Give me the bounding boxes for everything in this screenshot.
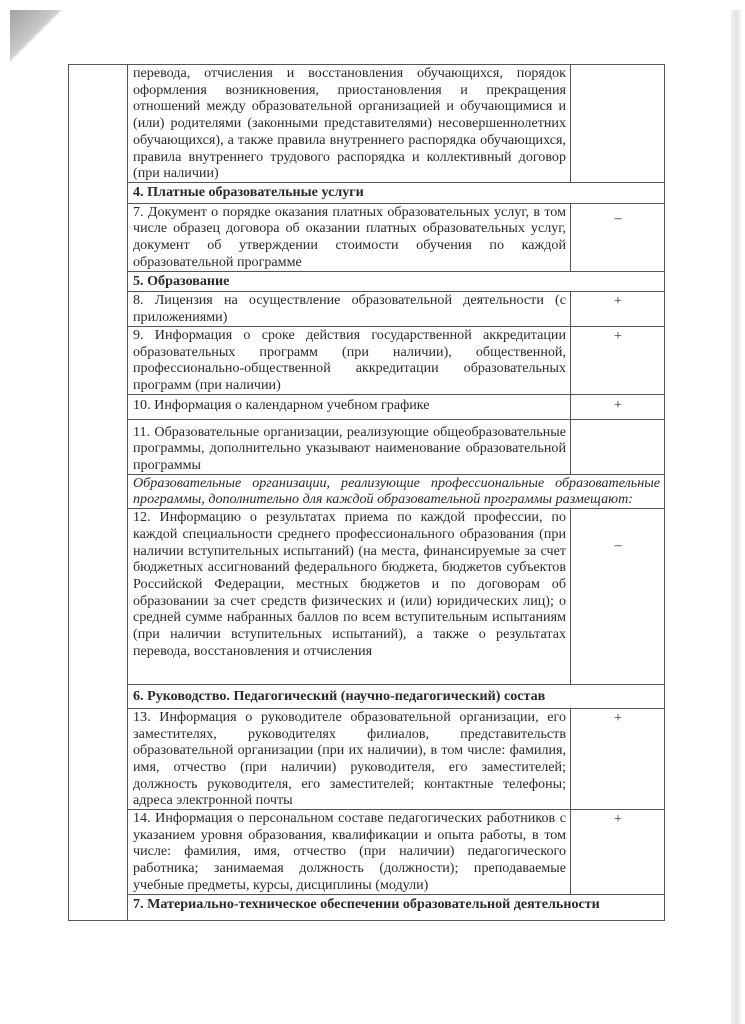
table-row — [69, 810, 665, 895]
table-row — [69, 394, 665, 419]
checklist-table — [68, 64, 665, 921]
item-mark: – — [571, 509, 665, 685]
item-text: 7. Документ о порядке оказания платных образовательных услуг, в том числе образец договора об оказании платных образовательных услуг, документ об утверждении стоимости обучения по каждой образовательной программе — [128, 203, 571, 271]
item-text: 12. Информацию о результатах приема по каждой профессии, по каждой специальности среднего профессионального образования (при наличии вступительных испытаний) (на места, финансируемые за счет бюджетных ассигнований федерального бюджета, бюджетов субъектов Российской Федерации, местных бюджетов и по договорам об образовании за счет средств физических и (или) юридических лиц); о средней сумме набранных баллов по всем вступительным испытаниям (при наличии вступительных испытаний), а также о результатах перевода, восстановления и отчисления — [128, 509, 571, 685]
table-row — [69, 708, 665, 809]
section-heading: 5. Образование — [128, 271, 665, 292]
table-row — [69, 203, 665, 271]
item-mark — [571, 65, 665, 183]
section-heading: 4. Платные образовательные услуги — [128, 183, 665, 204]
table-row — [69, 65, 665, 183]
number-column-cell — [69, 65, 128, 921]
section-row — [69, 685, 665, 709]
section-row — [69, 894, 665, 920]
section-row — [69, 271, 665, 292]
item-text: 14. Информация о персональном составе педагогических работников с указанием уровня образования, квалификации и опыта работы, в том числе: фамилия, имя, отчество (при наличии) педагогического работника; занимаемая должность (должности); преподаваемые учебные предметы, курсы, дисциплины (модули) — [128, 810, 571, 895]
table-row — [69, 419, 665, 474]
section-heading: 6. Руководство. Педагогический (научно-педагогический) состав — [128, 685, 665, 709]
item-mark — [571, 419, 665, 474]
table-row — [69, 509, 665, 685]
item-text: 8. Лицензия на осуществление образовательной деятельности (с приложениями) — [128, 292, 571, 326]
item-mark: – — [571, 203, 665, 271]
item-text: 9. Информация о сроке действия государственной аккредитации образовательных программ (при наличии), общественной, профессионально-общественной аккредитации образовательных программ (при наличии) — [128, 326, 571, 394]
item-mark: + — [571, 292, 665, 326]
table-row — [69, 326, 665, 394]
item-mark: + — [571, 810, 665, 895]
item-text: перевода, отчисления и восстановления обучающихся, порядок оформления возникновения, приостановления и прекращения отношений между образовательной организацией и обучающимися и (или) родителями (законными представителями) несовершеннолетних обучающихся), а также правила внутреннего распорядка обучающихся, правила внутреннего трудового распорядка и коллективный договор (при наличии) — [128, 65, 571, 183]
item-mark: + — [571, 708, 665, 809]
item-text: 11. Образовательные организации, реализующие общеобразовательные программы, дополнительно указывают наименование образовательной программы — [128, 419, 571, 474]
section-row — [69, 183, 665, 204]
item-mark: + — [571, 394, 665, 419]
scan-page-edge — [731, 10, 741, 1024]
note-text: Образовательные организации, реализующие профессиональные образовательные программы, дополнительно для каждой образовательной программы размещают: — [128, 474, 665, 508]
note-row — [69, 474, 665, 508]
item-mark: + — [571, 326, 665, 394]
item-text: 13. Информация о руководителе образовательной организации, его заместителях, руководителях филиалов, представительств образовательной организации (при их наличии), в том числе: фамилия, имя, отчество (при наличии) руководителя, его заместителей; должность руководителя, его заместителей; контактные телефоны; адреса электронной почты — [128, 708, 571, 809]
scan-corner-fold — [10, 10, 62, 62]
table-row — [69, 292, 665, 326]
section-heading: 7. Материально-техническое обеспечении образовательной деятельности — [128, 894, 665, 920]
item-text: 10. Информация о календарном учебном графике — [128, 394, 571, 419]
